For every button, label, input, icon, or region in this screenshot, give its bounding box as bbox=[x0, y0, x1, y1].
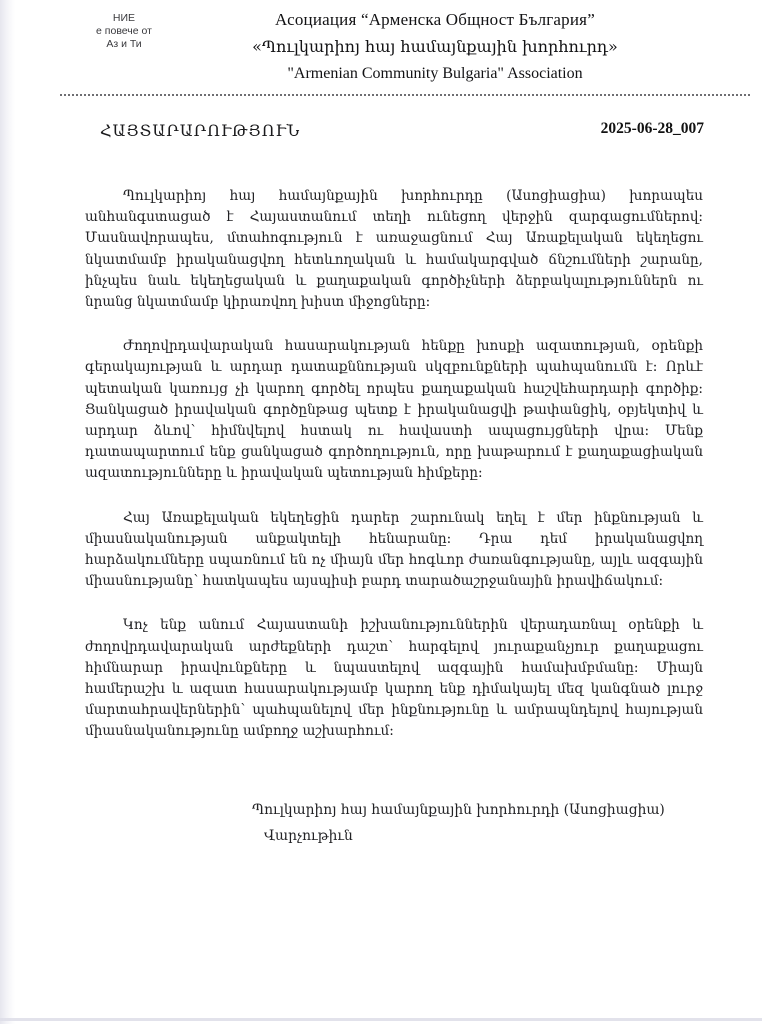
letterhead-divider bbox=[60, 94, 750, 96]
motto-line-2: е повече от bbox=[96, 25, 152, 37]
document-title: ՀԱՅՏԱՐԱՐՈՒԹՅՈՒՆ bbox=[100, 121, 301, 140]
org-name-english: "Armenian Community Bulgaria" Association bbox=[287, 65, 583, 82]
letterhead-org-names bbox=[190, 6, 680, 87]
paragraph-4: Կոչ ենք անում Հայաստանի իշխանություններին վերադառնալ օրենքի և ժողովրդավարական արժեքների դաշտ՝ հարգելով յուրաքանչյուր քաղաքացու հիմնարար իրավունքները և նպաստելով ազգային համախմբմանը: Միայն համերաշխ և ազատ հասարակությամբ կարող ենք դիմակայել մեզ կանգնած լուրջ մարտահրավերներին՝ պահպանելով մեր ինքնությունը և ամրապնդելով հայության միասնականությունը ամբողջ աշխարհում: bbox=[85, 617, 703, 740]
paragraph-3: Հայ Առաքելական եկեղեցին դարեր շարունակ եղել է մեր ինքնության և միասնականության անքակտելի հենարանը: Դրա դեմ իրականացվող հարձակումները սպառնում են ոչ միայն մեր հոգևոր ժառանգությանը, այլև ազգային միասնությանը՝ հատկապես այսպիսի բարդ տարածաշրջանային իրավիճակում: bbox=[85, 509, 703, 590]
signature-block bbox=[252, 797, 665, 849]
paragraph-2: Ժողովրդավարական հասարակության հենքը խոսքի ազատության, օրենքի գերակայության և արդար դատաքննության սկզբունքների պահպանումն է: Որևէ պետական կառույց չի կարող գործել որպես քաղաքական հաշվեհարդարի գործիք: Ցանկացած իրավական գործընթաց պետք է իրականացվի թափանցիկ, օբյեկտիվ և արդար ձևով՝ հիմնվելով հստակ ու հավաստի ապացույցների վրա: Մենք դատապարտում ենք ցանկացած գործողություն, որը խաթարում է քաղաքացիական ազատությունները և իրավական պետության հիմքերը: bbox=[85, 338, 703, 482]
motto-line-1: НИЕ bbox=[112, 12, 136, 24]
signature-organization: Պուլկարիոյ հայ համայնքային խորհուրդի (Ասոցիացիա) bbox=[252, 802, 665, 818]
signature-board: Վարչութիւն bbox=[264, 828, 353, 844]
page-bottom-edge bbox=[0, 1018, 762, 1021]
letterhead-motto bbox=[84, 12, 164, 51]
document-reference-number: 2025-06-28_007 bbox=[600, 120, 704, 137]
motto-line-3: Аз и Ти bbox=[106, 38, 142, 50]
org-name-bulgarian: Асоциация “Арменска Общност България” bbox=[275, 10, 595, 29]
document-body bbox=[85, 186, 703, 766]
org-name-armenian: «Պուլկարիոյ հայ համայնքային խորհուրդ» bbox=[252, 37, 618, 56]
paragraph-1: Պուլկարիոյ հայ համայնքային խորհուրդը (Ասոցիացիա) խորապես անհանգստացած է Հայաստանում տեղի ունեցող վերջին զարգացումներով: Մասնավորապես, մտահոգություն է առաջացնում Հայ Առաքելական եկեղեցու նկատմամբ իրականացվող հետևողական և համակարգված ճնշումների շարանը, ինչպես նաև եկեղեցական և քաղաքական գործիչների ձերբակալություններն ու նրանց նկատմամբ կիրառվող խիստ միջոցները: bbox=[85, 188, 703, 311]
